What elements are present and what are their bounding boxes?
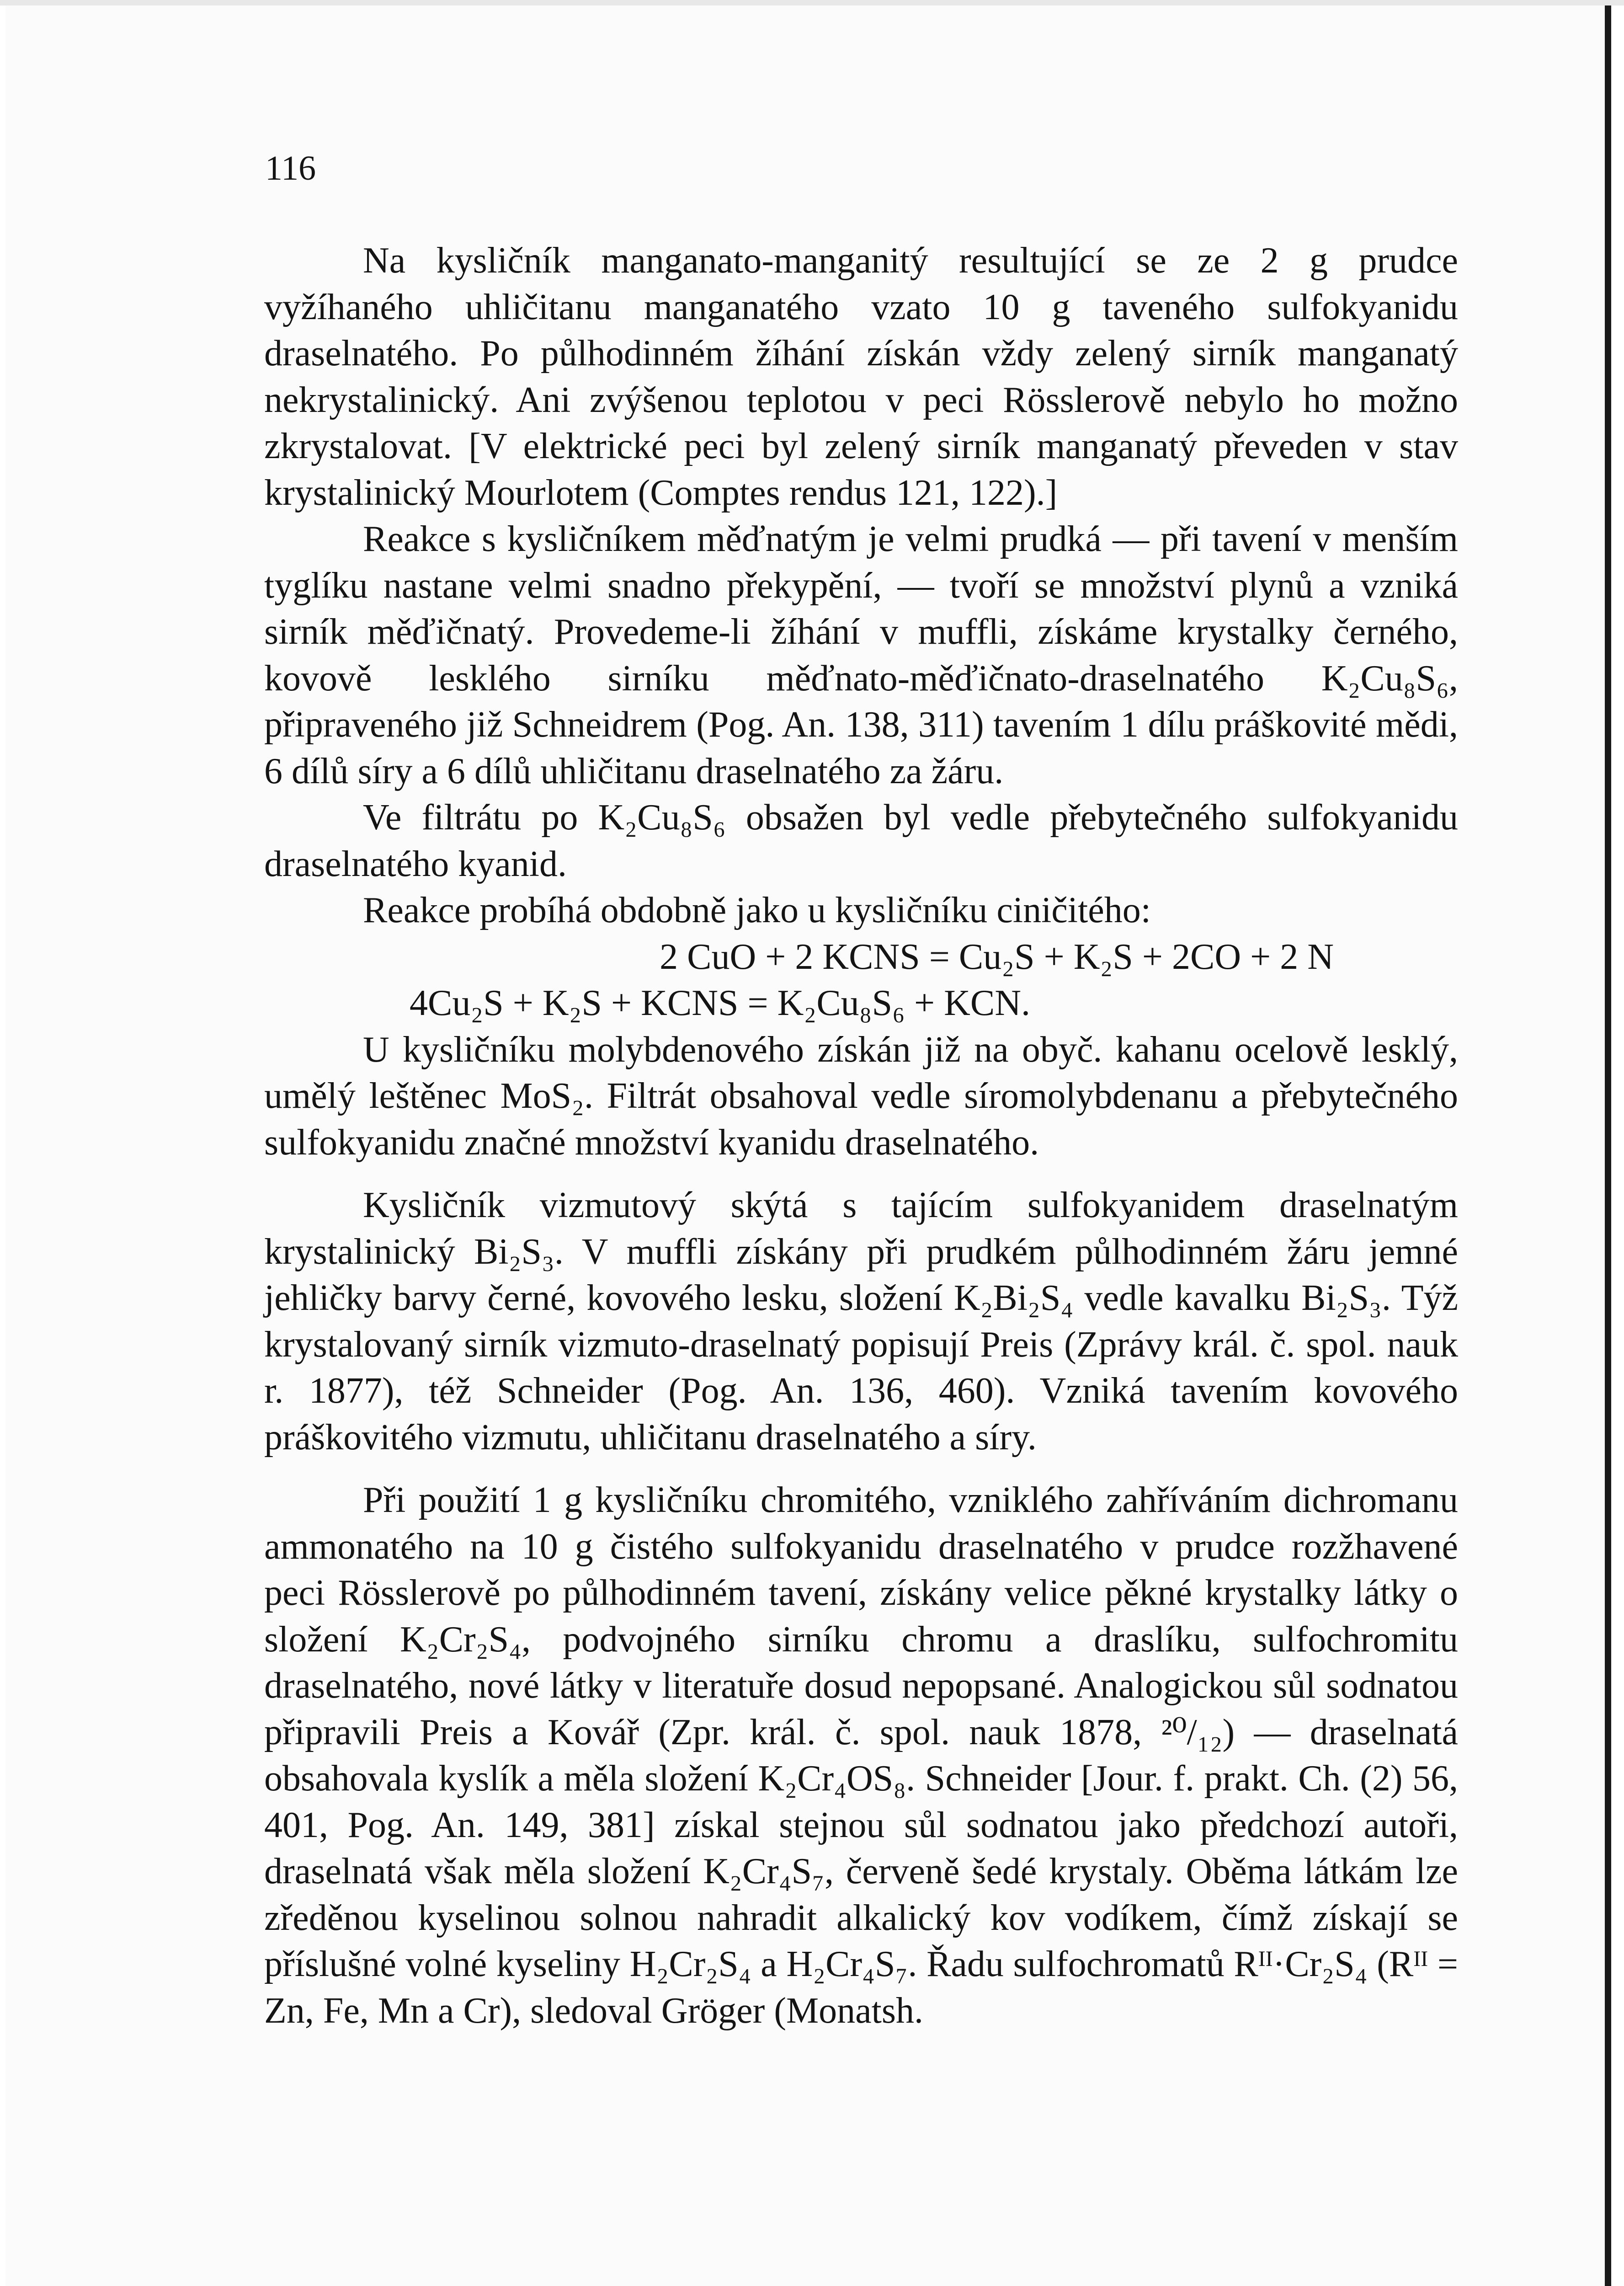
paragraph-filtrate: Ve filtrátu po K₂Cu₈S₆ obsažen byl vedle přebytečného sulfokyanidu draselnatého kyanid.	[264, 797, 1458, 884]
equation-2: 4Cu₂S + K₂S + KCNS = K₂Cu₈S₆ + KCN.	[410, 983, 1030, 1023]
paragraph-molybdenum: U kysličníku molybdenového získán již na obyč. kahanu ocelově lesklý, umělý leštěnec MoS₂. Filtrát obsahoval vedle síromolybdenanu a přebytečného sulfokyanidu značné množství kyanidu draselnatého.	[264, 1029, 1458, 1163]
paragraph-copper: Reakce s kysličníkem měďnatým je velmi prudká — při tavení v menším tyglíku nastane velmi snadno překypění, — tvoří se množství plynů a vzniká sirník měďičnatý. Provedeme-li žíhání v muffli, získáme krystalky černého, kovově lesklého sirníku měďnato-měďičnato-draselnatého K₂Cu₈S₆, připraveného již Schneidrem (Pog. An. 138, 311) tavením 1 dílu práškovité mědi, 6 dílů síry a 6 dílů uhličitanu draselnatého za žáru.	[264, 519, 1458, 791]
paragraph-bismuth: Kysličník vizmutový skýtá s tajícím sulfokyanidem draselnatým krystalinický Bi₂S₃. V muffli získány při prudkém půlhodinném žáru jemné jehličky barvy černé, kovového lesku, složení K₂Bi₂S₄ vedle kavalku Bi₂S₃. Týž krystalovaný sirník vizmuto-draselnatý popisují Preis (Zprávy král. č. spol. nauk r. 1877), též Schneider (Pog. An. 136, 460). Vzniká tavením kovového práškovitého vizmutu, uhličitanu draselnatého a síry.	[264, 1185, 1458, 1458]
page-number: 116	[265, 149, 316, 187]
equation-1: 2 CuO + 2 KCNS = Cu₂S + K₂S + 2CO + 2 N	[660, 936, 1334, 977]
scan-edge	[0, 0, 1624, 5]
paragraph-manganese: Na kysličník manganato-manganitý resultující se ze 2 g prudce vyžíhaného uhličitanu manganatého vzato 10 g taveného sulfokyanidu draselnatého. Po půlhodinném žíhání získán vždy zelený sirník manganatý nekrystalinický. Ani zvýšenou teplotou v peci Rösslerově nebylo ho možno zkrystalovat. [V elektrické peci byl zelený sirník manganatý převeden v stav krystalinický Mourlotem (Comptes rendus 121, 122).]	[264, 240, 1458, 513]
paragraph-chromium: Při použití 1 g kysličníku chromitého, vzniklého zahříváním dichromanu ammonatého na 10 g čistého sulfokyanidu draselnatého v prudce rozžhavené peci Rösslerově po půlhodinném tavení, získány velice pěkné krystalky látky o složení K₂Cr₂S₄, podvojného sirníku chromu a draslíku, sulfochromitu draselnatého, nové látky v literatuře dosud nepopsané. Analogickou sůl sodnatou připravili Preis a Kovář (Zpr. král. č. spol. nauk 1878, ²⁰/₁₂) — draselnatá obsahovala kyslík a měla složení K₂Cr₄OS₈. Schneider [Jour. f. prakt. Ch. (2) 56, 401, Pog. An. 149, 381] získal stejnou sůl sodnatou jako předchozí autoři, draselnatá však měla složení K₂Cr₄S₇, červeně šedé krystaly. Oběma látkám lze zředěnou kyselinou solnou nahradit alkalický kov vodíkem, čímž získají se příslušné volné kyseliny H₂Cr₂S₄ a H₂Cr₄S₇. Řadu sulfochromatů Rᴵᴵ·Cr₂S₄ (Rᴵᴵ = Zn, Fe, Mn a Cr), sledoval Gröger (Monatsh.	[264, 1480, 1458, 2031]
paragraph-reaction-intro: Reakce probíhá obdobně jako u kysličníku ciničitého:	[363, 890, 1151, 930]
body-text	[264, 238, 1458, 2034]
